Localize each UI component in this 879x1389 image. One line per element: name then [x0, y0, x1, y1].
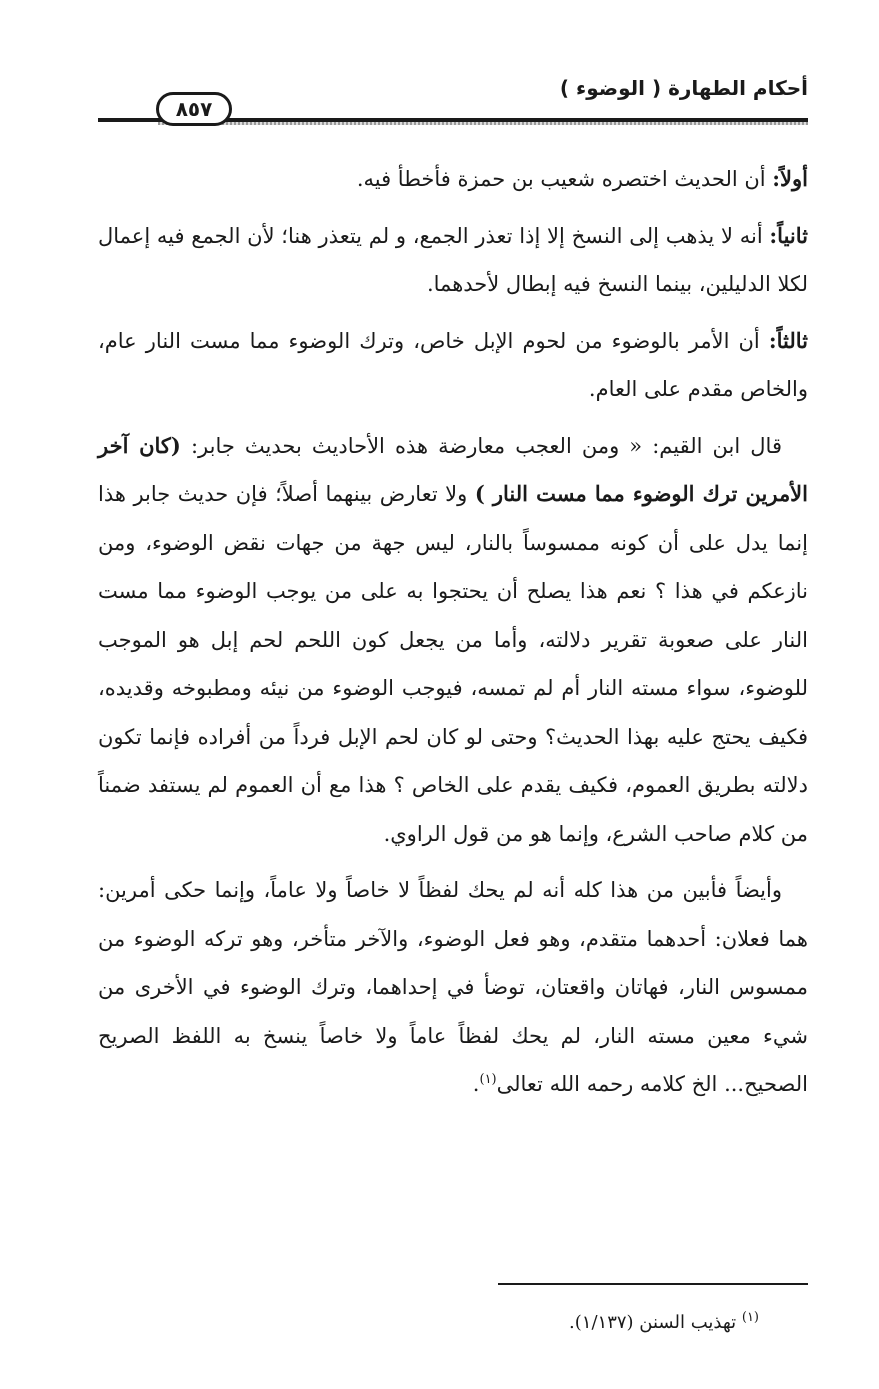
paragraph-third-point [98, 317, 808, 414]
paragraph-second-point [98, 212, 808, 309]
further-text: وأيضاً فأبين من هذا كله أنه لم يحك لفظاً لا خاصاً ولا عاماً، وإنما حكى أمرين: هما فعلان: أحدهما متقدم، وهو فعل الوضوء، والآخر متأخر، وهو تركه الوضوء من ممسوس النار، فهاتان واقعتان، توضأ في إحداهما، وترك الوضوء في الأخرى من شيء معين مسته النار، لم يحك لفظاً عاماً ولا خاصاً ينسخ به اللفظ الصريح الصحيح... الخ كلامه رحمه الله تعالى [98, 878, 808, 1096]
paragraph-ibn-qayyim-quote [98, 422, 808, 859]
page-header [98, 72, 808, 130]
quote-continuation: ولا تعارض بينهما أصلاً؛ فإن حديث جابر هذا إنما يدل على أن كونه ممسوساً بالنار، ليس جهة من جهات نقض الوضوء، ومن نازعكم في هذا ؟ نعم هذا يصلح أن يحتجوا به على من يوجب الوضوء مما مست النار على صعوبة تقرير دلالته، وأما من يجعل كون اللحم لحم إبل هو الموجب للوضوء، سواء مسته النار أم لم تمسه، فيوجب الوضوء من نيئه ومطبوخه وقديده، فكيف يحتج عليه بهذا الحديث؟ وحتى لو كان لحم الإبل فرداً من أفراده فإنما تكون دلالته بطريق العموم، فكيف يقدم على الخاص ؟ هذا مع أن العموم لم يستفد ضمناً من كلام صاحب الشرع، وإنما هو من قول الراوي. [98, 482, 808, 846]
footnote-separator [498, 1283, 808, 1285]
footnote-marker: (١) [741, 1310, 759, 1325]
point-text-third: أن الأمر بالوضوء من لحوم الإبل خاص، وترك الوضوء مما مست النار عام، والخاص مقدم على العام. [98, 328, 808, 401]
quote-intro: قال ابن القيم: « ومن العجب معارضة هذه الأحاديث بحديث جابر: [180, 433, 782, 458]
running-title: أحكام الطهارة ( الوضوء ) [559, 76, 808, 100]
page-number: ٨٥٧ [175, 97, 213, 121]
point-text-first: أن الحديث اختصره شعيب بن حمزة فأخطأ فيه. [356, 167, 773, 191]
main-text [98, 155, 808, 1109]
header-rule-shade [158, 122, 808, 125]
paragraph-first-point [98, 155, 808, 204]
point-text-second: أنه لا يذهب إلى النسخ إلا إذا تعذر الجمع، و لم يتعذر هنا؛ لأن الجمع فيه إعمال لكلا الدليلين، بينما النسخ فيه إبطال لأحدهما. [98, 223, 808, 296]
paragraph-further [98, 866, 808, 1109]
further-end: . [472, 1072, 480, 1096]
point-label-second: ثانياً: [769, 222, 808, 248]
footnote-text: تهذيب السنن (١/١٣٧). [569, 1312, 742, 1333]
footnote-reference[interactable]: (١) [479, 1072, 497, 1087]
point-label-third: ثالثاً: [768, 327, 808, 353]
hadith-quote: (كان آخر الأمرين ترك الوضوء مما مست النار ) [98, 432, 808, 506]
page-number-badge [156, 92, 232, 126]
point-label-first: أولاً: [772, 166, 808, 191]
footnote [569, 1312, 759, 1333]
